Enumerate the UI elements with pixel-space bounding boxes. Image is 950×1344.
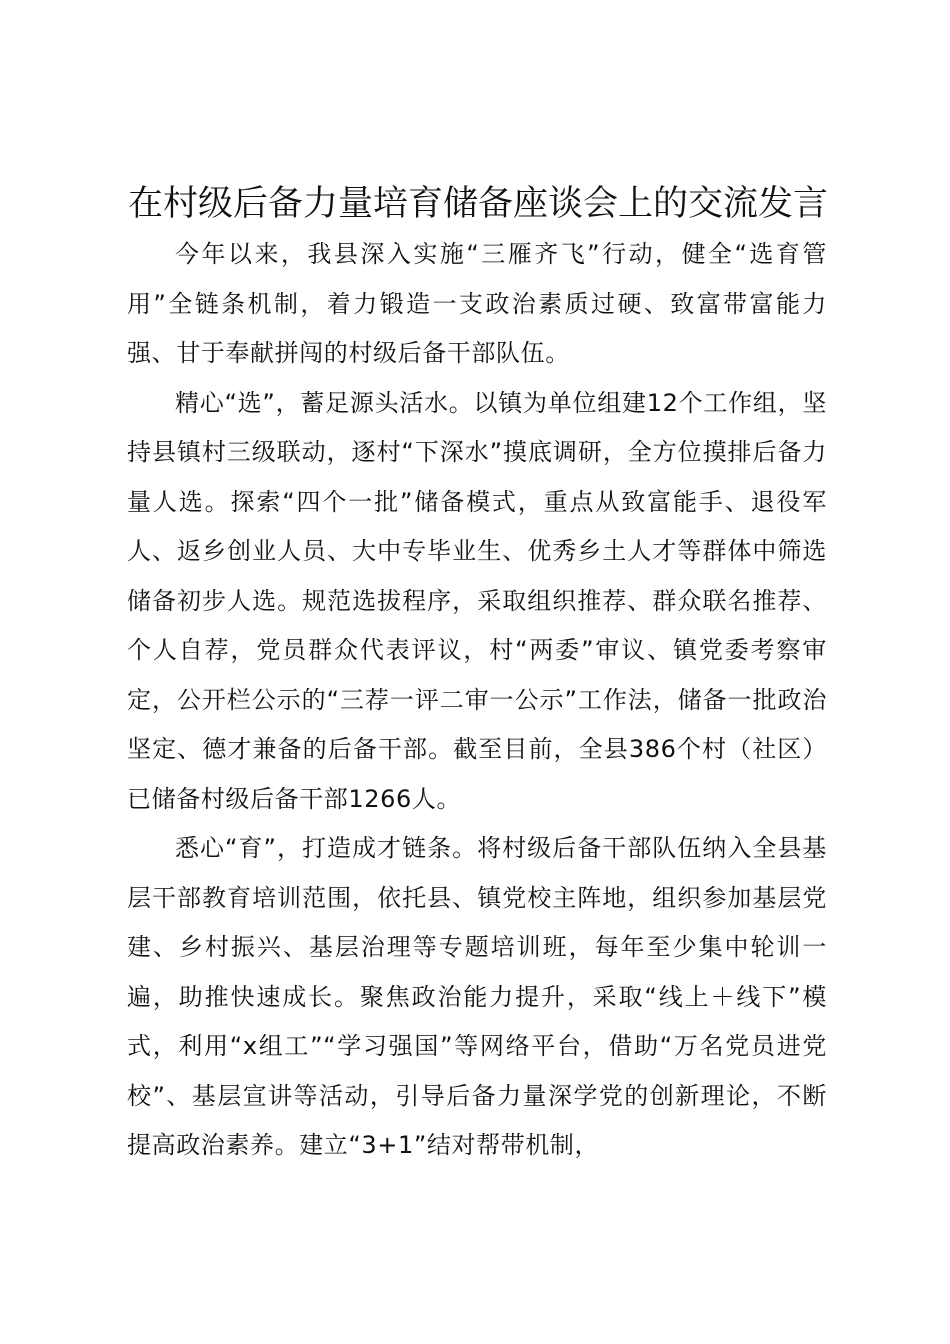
paragraph-select: 精心“选”，蓄足源头活水。以镇为单位组建12个工作组，坚持县镇村三级联动，逐村“下深水”摸底调研，全方位摸排后备力量人选。探索“四个一批”储备模式，重点从致富能手、退役军人、返乡创业人员、大中专毕业生、优秀乡土人才等群体中筛选储备初步人选。规范选拔程序，采取组织推荐、群众联名推荐、个人自荐，党员群众代表评议，村“两委”审议、镇党委考察审定，公开栏公示的“三荐一评二审一公示”工作法，储备一批政治坚定、德才兼备的后备干部。截至目前，全县386个村（社区）已储备村级后备干部1266人。 xyxy=(127,388,827,813)
document-body xyxy=(127,230,827,1171)
paragraph-intro: 今年以来，我县深入实施“三雁齐飞”行动，健全“选育管用”全链条机制，着力锻造一支政治素质过硬、致富带富能力强、甘于奉献拼闯的村级后备干部队伍。 xyxy=(127,240,827,367)
document-title: 在村级后备力量培育储备座谈会上的交流发言 xyxy=(127,184,828,224)
paragraph-cultivate: 悉心“育”，打造成才链条。将村级后备干部队伍纳入全县基层干部教育培训范围，依托县、镇党校主阵地，组织参加基层党建、乡村振兴、基层治理等专题培训班，每年至少集中轮训一遍，助推快速成长。聚焦政治能力提升，采取“线上＋线下”模式，利用“x组工”“学习强国”等网络平台，借助“万名党员进党校”、基层宣讲等活动，引导后备力量深学党的创新理论，不断提高政治素养。建立“3+1”结对帮带机制， xyxy=(127,834,827,1159)
